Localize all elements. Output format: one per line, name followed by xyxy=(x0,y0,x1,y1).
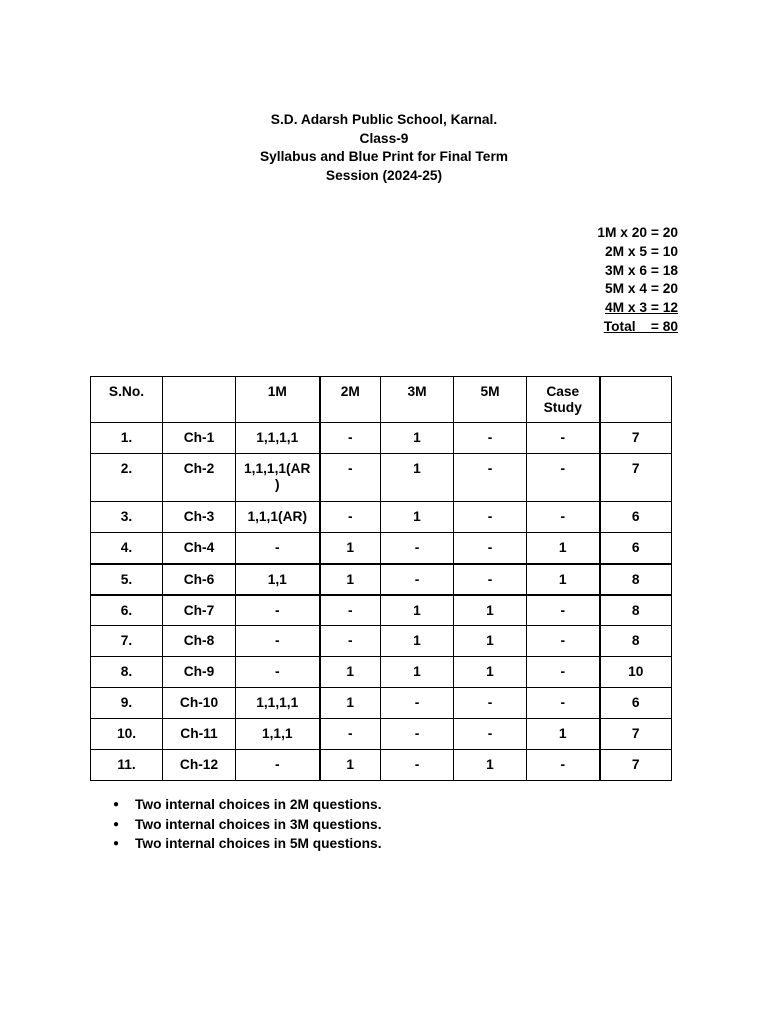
cell-total: 6 xyxy=(600,533,672,564)
cell-1m: - xyxy=(236,533,320,564)
cell-sno: 2. xyxy=(91,454,163,502)
cell-case-study: - xyxy=(527,454,600,502)
cell-chapter: Ch-9 xyxy=(163,657,236,688)
class-label: Class-9 xyxy=(359,130,409,146)
notes-list xyxy=(135,795,382,854)
cell-1m: 1,1,1,1 xyxy=(236,423,320,454)
cell-chapter: Ch-7 xyxy=(163,595,236,626)
table-row xyxy=(91,533,672,564)
cell-2m: - xyxy=(320,719,381,750)
cell-case-study: - xyxy=(527,626,600,657)
cell-sno: 1. xyxy=(91,423,163,454)
cell-chapter: Ch-6 xyxy=(163,564,236,595)
table-row xyxy=(91,657,672,688)
cell-chapter: Ch-2 xyxy=(163,454,236,502)
cell-3m: - xyxy=(381,564,454,595)
cell-total: 10 xyxy=(600,657,672,688)
cell-5m: - xyxy=(454,454,527,502)
cell-sno: 10. xyxy=(91,719,163,750)
cell-1m: 1,1,1,1 xyxy=(236,688,320,719)
cell-total: 7 xyxy=(600,719,672,750)
cell-2m: - xyxy=(320,626,381,657)
header-2m: 2M xyxy=(320,377,381,423)
cell-2m: - xyxy=(320,595,381,626)
blueprint-table xyxy=(90,376,672,781)
cell-total: 7 xyxy=(600,454,672,502)
cell-1m: - xyxy=(236,626,320,657)
cell-case-study: 1 xyxy=(527,533,600,564)
header-total xyxy=(600,377,672,423)
cell-total: 7 xyxy=(600,423,672,454)
header-case-study: Case Study xyxy=(527,377,600,423)
cell-sno: 11. xyxy=(91,750,163,781)
cell-1m: - xyxy=(236,750,320,781)
cell-2m: 1 xyxy=(320,564,381,595)
cell-3m: - xyxy=(381,688,454,719)
cell-chapter: Ch-11 xyxy=(163,719,236,750)
note-item: ● Two internal choices in 2M questions. xyxy=(135,795,382,815)
cell-chapter: Ch-10 xyxy=(163,688,236,719)
cell-chapter: Ch-3 xyxy=(163,502,236,533)
cell-3m: - xyxy=(381,533,454,564)
note-item: ● Two internal choices in 5M questions. xyxy=(135,834,382,854)
session-label: Session (2024-25) xyxy=(325,168,443,184)
marks-3m: 3M x 6 = 18 xyxy=(605,262,678,278)
table-row xyxy=(91,595,672,626)
cell-2m: - xyxy=(320,423,381,454)
cell-5m: - xyxy=(454,564,527,595)
cell-1m: 1,1,1(AR) xyxy=(236,502,320,533)
cell-1m: 1,1 xyxy=(236,564,320,595)
cell-2m: 1 xyxy=(320,750,381,781)
cell-sno: 6. xyxy=(91,595,163,626)
cell-5m: - xyxy=(454,533,527,564)
cell-sno: 3. xyxy=(91,502,163,533)
cell-5m: - xyxy=(454,719,527,750)
cell-3m: - xyxy=(381,750,454,781)
cell-sno: 8. xyxy=(91,657,163,688)
cell-sno: 7. xyxy=(91,626,163,657)
marks-scheme xyxy=(597,224,678,337)
cell-1m: - xyxy=(236,595,320,626)
cell-3m: 1 xyxy=(381,657,454,688)
cell-case-study: 1 xyxy=(527,719,600,750)
cell-sno: 4. xyxy=(91,533,163,564)
header-sno: S.No. xyxy=(91,377,163,423)
cell-sno: 5. xyxy=(91,564,163,595)
cell-1m: 1,1,1,1(AR ) xyxy=(236,454,320,502)
marks-5m: 5M x 4 = 20 xyxy=(605,281,678,297)
cell-chapter: Ch-8 xyxy=(163,626,236,657)
cell-case-study: - xyxy=(527,688,600,719)
cell-total: 6 xyxy=(600,502,672,533)
cell-2m: - xyxy=(320,454,381,502)
cell-3m: 1 xyxy=(381,595,454,626)
header-1m: 1M xyxy=(236,377,320,423)
cell-5m: 1 xyxy=(454,657,527,688)
marks-4m: 4M x 3 = 12 xyxy=(605,300,678,316)
table-row xyxy=(91,719,672,750)
cell-3m: 1 xyxy=(381,626,454,657)
cell-2m: 1 xyxy=(320,688,381,719)
cell-chapter: Ch-1 xyxy=(163,423,236,454)
cell-sno: 9. xyxy=(91,688,163,719)
cell-total: 8 xyxy=(600,626,672,657)
marks-total: Total = 80 xyxy=(603,318,678,334)
cell-total: 8 xyxy=(600,564,672,595)
table-row xyxy=(91,423,672,454)
table-row xyxy=(91,502,672,533)
marks-1m: 1M x 20 = 20 xyxy=(597,225,678,240)
cell-case-study: 1 xyxy=(527,564,600,595)
header-chapter xyxy=(163,377,236,423)
cell-case-study: - xyxy=(527,657,600,688)
cell-total: 8 xyxy=(600,595,672,626)
table-row xyxy=(91,626,672,657)
school-name: S.D. Adarsh Public School, Karnal. xyxy=(270,112,498,127)
cell-5m: - xyxy=(454,502,527,533)
cell-2m: 1 xyxy=(320,533,381,564)
cell-total: 7 xyxy=(600,750,672,781)
cell-5m: 1 xyxy=(454,750,527,781)
note-item: ● Two internal choices in 3M questions. xyxy=(135,815,382,835)
table-header-row xyxy=(91,377,672,423)
cell-chapter: Ch-4 xyxy=(163,533,236,564)
cell-case-study: - xyxy=(527,502,600,533)
cell-2m: - xyxy=(320,502,381,533)
header-5m: 5M xyxy=(454,377,527,423)
cell-total: 6 xyxy=(600,688,672,719)
document-header xyxy=(0,111,768,186)
table-row xyxy=(91,750,672,781)
cell-1m: - xyxy=(236,657,320,688)
cell-case-study: - xyxy=(527,750,600,781)
table-row xyxy=(91,454,672,502)
cell-3m: 1 xyxy=(381,454,454,502)
cell-5m: 1 xyxy=(454,595,527,626)
cell-chapter: Ch-12 xyxy=(163,750,236,781)
table-row xyxy=(91,688,672,719)
cell-2m: 1 xyxy=(320,657,381,688)
marks-2m: 2M x 5 = 10 xyxy=(605,243,678,259)
header-3m: 3M xyxy=(381,377,454,423)
cell-1m: 1,1,1 xyxy=(236,719,320,750)
cell-case-study: - xyxy=(527,595,600,626)
table-row xyxy=(91,564,672,595)
cell-3m: - xyxy=(381,719,454,750)
cell-3m: 1 xyxy=(381,502,454,533)
cell-3m: 1 xyxy=(381,423,454,454)
document-title: Syllabus and Blue Print for Final Term xyxy=(259,149,509,165)
cell-case-study: - xyxy=(527,423,600,454)
cell-5m: 1 xyxy=(454,626,527,657)
cell-5m: - xyxy=(454,688,527,719)
cell-5m: - xyxy=(454,423,527,454)
